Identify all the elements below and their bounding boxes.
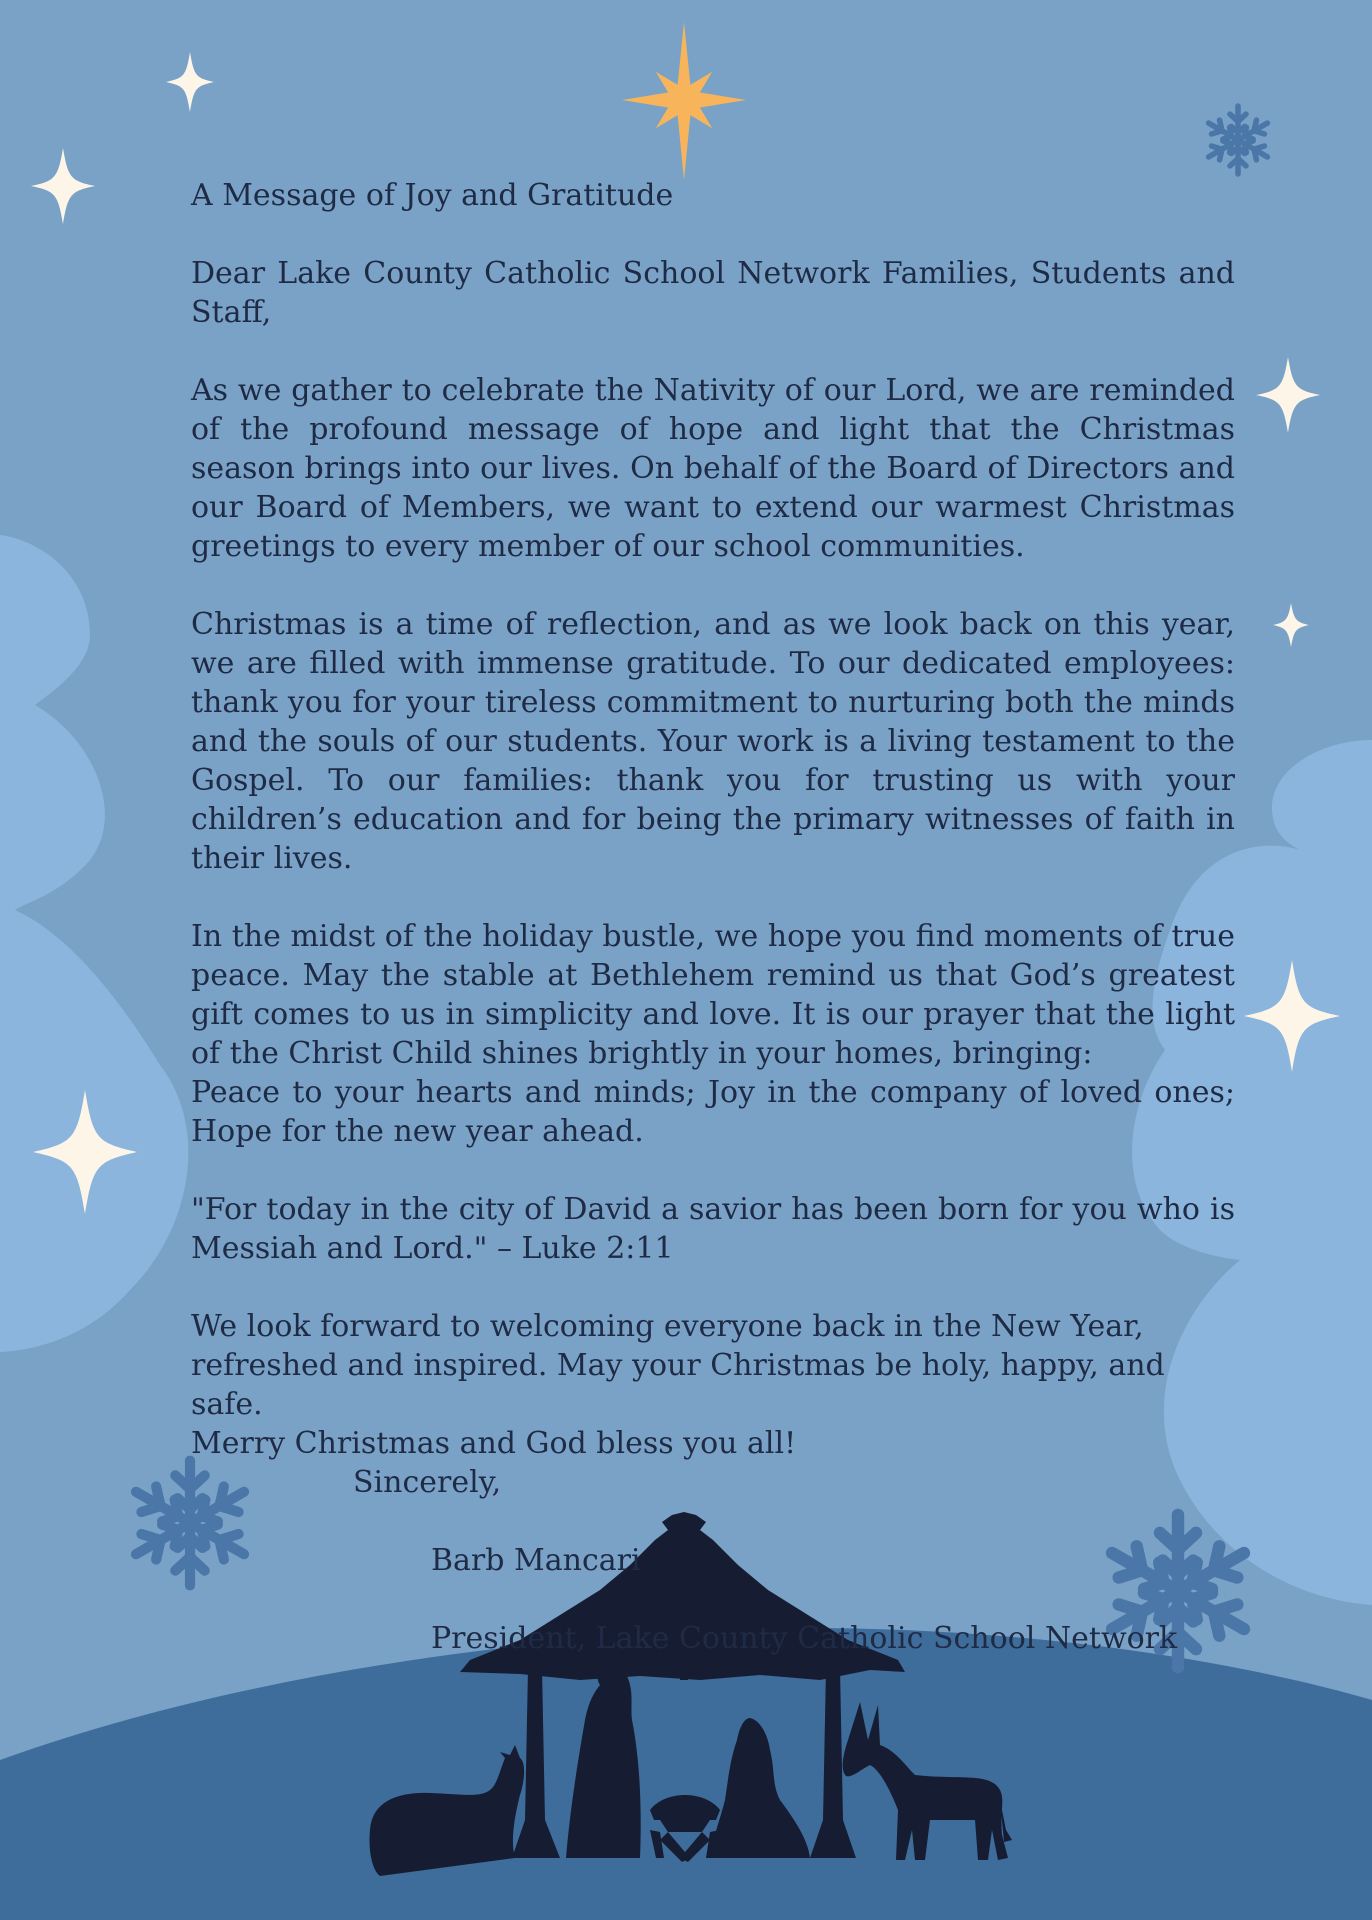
scripture-quote: "For today in the city of David a savior has been born for you who is Messiah and Lord." – Luke 2:11 bbox=[191, 1192, 1235, 1266]
letter-salutation: Dear Lake County Catholic School Network Families, Students and Staff, bbox=[191, 256, 1235, 330]
letter-paragraph-gratitude: Christmas is a time of reflection, and as we look back on this year, we are filled with immense gratitude. To our dedicated employees: thank you for your tireless commitment to nurturing both the minds and the souls of our students. Your work is a living testament to the Gospel. To our families: thank you for trusting us with your children’s education and for being the primary witnesses of faith in their lives. bbox=[191, 607, 1235, 876]
sparkle-star-icon bbox=[31, 148, 95, 224]
letter-body bbox=[191, 176, 1235, 1697]
left-cloud-shape bbox=[0, 535, 188, 1352]
letter-closing bbox=[191, 1307, 1235, 1463]
letter-title: A Message of Joy and Gratitude bbox=[191, 178, 674, 213]
signer-name: Barb Mancari bbox=[431, 1543, 641, 1578]
letter-paragraph-peace bbox=[191, 917, 1235, 1151]
sign-off: Sincerely, bbox=[353, 1465, 502, 1500]
gold-north-star-icon bbox=[622, 22, 746, 180]
peace-blessings-list: Peace to your hearts and minds; Joy in the company of loved ones; Hope for the new year ahead. bbox=[191, 1075, 1235, 1149]
signer-title: President, Lake County Catholic School Network bbox=[431, 1621, 1178, 1656]
peace-prayer-text: In the midst of the holiday bustle, we hope you find moments of true peace. May the stable at Bethlehem remind us that God’s greatest gift comes to us in simplicity and love. It is our prayer that the light of the Christ Child shines brightly in your homes, bringing: bbox=[191, 919, 1235, 1071]
sparkle-star-icon bbox=[1273, 603, 1309, 647]
closing-welcome-text: We look forward to welcoming everyone back in the New Year, refreshed and inspired. May your Christmas be holy, happy, and safe. bbox=[191, 1309, 1165, 1422]
sparkle-star-icon bbox=[166, 52, 214, 112]
snowflake-icon bbox=[1205, 106, 1272, 174]
letter-paragraph-nativity: As we gather to celebrate the Nativity of our Lord, we are reminded of the profound message of hope and light that the Christmas season brings into our lives. On behalf of the Board of Directors and our Board of Members, we want to extend our warmest Christmas greetings to every member of our school communities. bbox=[191, 373, 1235, 564]
sparkle-star-icon bbox=[1256, 357, 1320, 433]
closing-blessing-text: Merry Christmas and God bless you all! bbox=[191, 1426, 797, 1461]
